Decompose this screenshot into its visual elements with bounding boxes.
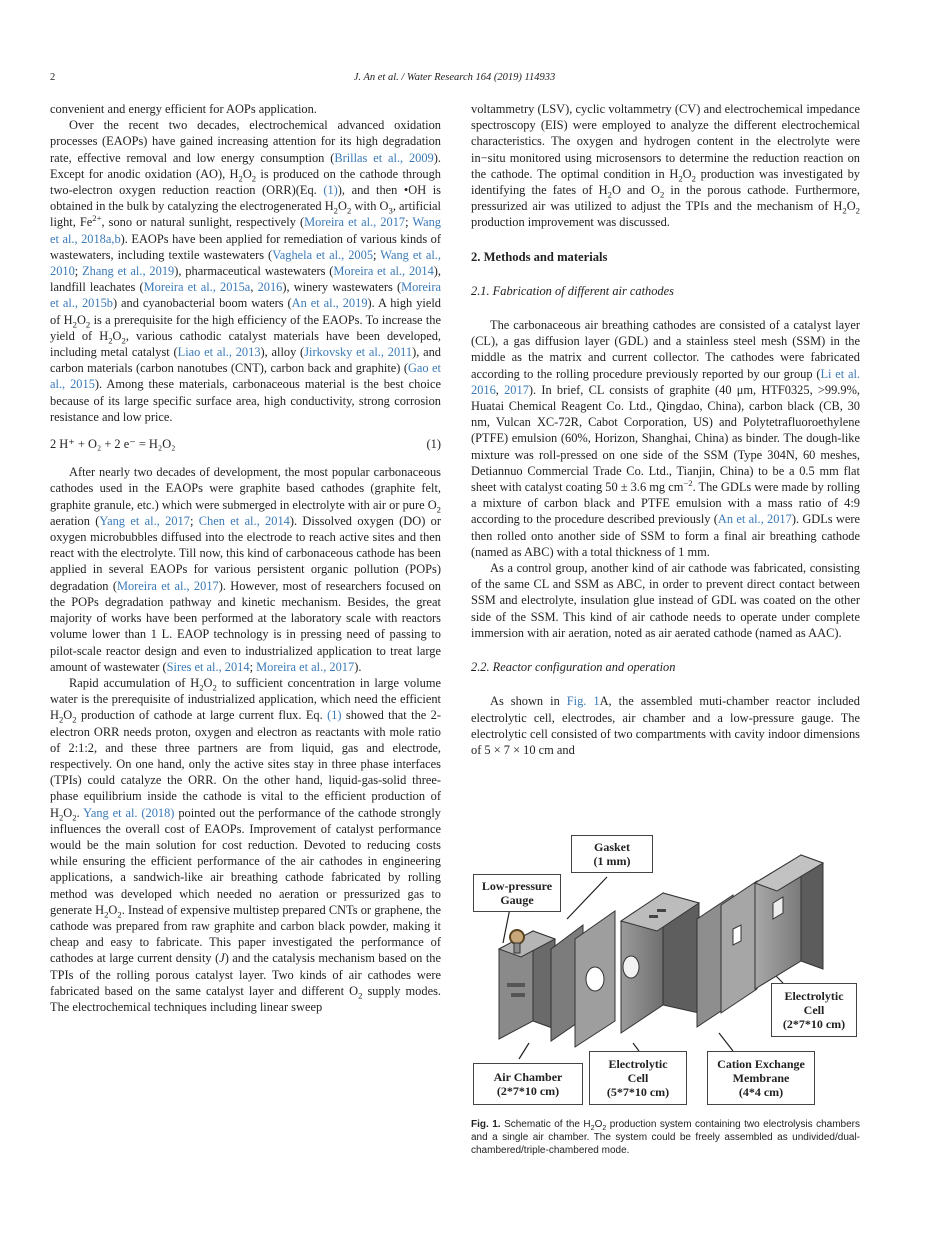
citation-link[interactable]: Vaghela et al., 2005 xyxy=(272,247,374,262)
citation-link[interactable]: Yang et al., 2017 xyxy=(99,513,190,528)
label-air-chamber: Air Chamber (2*7*10 cm) xyxy=(473,1063,583,1105)
label-gasket: Gasket (1 mm) xyxy=(571,835,653,873)
citation-link[interactable]: Sires et al., 2014 xyxy=(166,659,250,674)
section-heading: 2. Methods and materials xyxy=(471,249,608,264)
citation-link[interactable]: Zhang et al., 2019 xyxy=(82,264,175,279)
label-electrolytic-cell-middle: Electrolytic Cell (5*7*10 cm) xyxy=(589,1051,687,1105)
equation-link[interactable]: (1) xyxy=(327,708,342,723)
journal-citation: J. An et al. / Water Research 164 (2019) 114933 xyxy=(353,72,556,83)
citation-link[interactable]: Gao et al., 2015 xyxy=(50,361,441,392)
citation-link[interactable]: Moreira et al., 2017 xyxy=(116,578,219,593)
citation-link[interactable]: Wang et al., 2018a,b xyxy=(50,215,441,246)
label-cation-exchange-membrane: Cation Exchange Membrane (4*4 cm) xyxy=(707,1051,815,1105)
air-chamber-block xyxy=(499,931,555,1039)
citation-link[interactable]: 2016 xyxy=(257,280,283,295)
membrane-plate xyxy=(721,881,757,1013)
paragraph: As a control group, another kind of air cathode was fabricated, consisting of the same CL and SSM as ABC, in order to prevent direct contact between SSM and electrolyte, insulation glue instead of GDL was coated on the other side of the SSM. This kind of air cathode needs to operate under complete immersion with air aeration, noted as air aerated cathode (named as AAC). xyxy=(471,561,860,640)
paragraph: voltammetry (LSV), cyclic voltammetry (CV) and electrochemical impedance spectroscopy (EIS) were employed to analyze the different electrochemical characteristics. The oxygen and hydrogen content in the electrolyte were in−situ monitored using microsensors to determine the reduction reaction on the cathode. The optimal condition in $H_2O_2$ production was investigated by identifying the fates of $H_2O$ and $O_2$ in the porous cathode. Furthermore, pressurized air was utilized to adjust the TPIs and the mechanism of $H_2O_2$ production improvement was discussed. xyxy=(471,102,861,230)
paragraph: Over the recent two decades, electrochemical advanced oxidation processes (EAOPs) have gained increasing attention for its high degradation rate, effective removal and low energy consumption (Brillas et al., 2009). Except for anodic oxidation (AO), $H_2O_2$ is produced on the cathode through two-electron oxygen reduction reaction (ORR)(Eq. (1)), and then •OH is obtained in the bulk by catalyzing the electrogenerated $H_2O_2$ with $O_3$, artificial light, $Fe^{2+}$, sono or natural sunlight, respectively (Moreira et al., 2017; Wang et al., 2018a,b). EAOPs have been applied for remediation of various kinds of wastewaters, including textile wastewaters (Vaghela et al., 2005; Wang et al., 2010; Zhang et al., 2019), pharmaceutical wastewaters (Moreira et al., 2014), landfill leachates (Moreira et al., 2015a, 2016), winery wastewaters (Moreira et al., 2015b) and cyanobacterial boom waters (An et al., 2019). A high yield of $H_2O_2$ is a prerequisite for the high efficiency of the EAOPs. To increase the yield of $H_2O_2$, various cathodic catalyst materials have been developed, including metal catalyst (Liao et al., 2013), alloy (Jirkovsky et al., 2011), and carbon materials (carbon nanotubes (CNT), carbon back and graphite) (Gao et al., 2015). Among these materials, carbonaceous material is the best choice because of its large specific surface area, high conductivity, strong corrosion resistance and low price. xyxy=(50,118,442,424)
citation-link[interactable]: Chen et al., 2014 xyxy=(198,513,290,528)
citation-link[interactable]: Moreira et al., 2014 xyxy=(333,264,434,279)
equation-link[interactable]: (1) xyxy=(323,183,338,198)
paragraph: After nearly two decades of development, the most popular carbonaceous cathodes used in the EAOPs were graphite based cathodes (graphite felt, graphite granule, etc.) which were submerged in electrolyte with air or pure $O_2$ aeration (Yang et al., 2017; Chen et al., 2014). Dissolved oxygen (DO) or oxygen microbubbles diffused into the electrode to reach active sites and then react with the electrolyte. Till now, this kind of carbonaceous cathode has been applied in several EAOPs for various persistent organic pollution (POPs) degradation (Moreira et al., 2017). However, most of researchers focused on the POPs degradation pathway and kinetic mechanism. Besides, the great majority of works have been performed at the laboratory scale with reactors volume lower than 1 L. EAOP technology is in pressing need of passing to pilot-scale reactor design and even to industrialized application to treat large amount of wastewater (Sires et al., 2014; Moreira et al., 2017). xyxy=(50,465,442,674)
right-column xyxy=(471,101,860,758)
citation-link[interactable]: Li et al. 2016 xyxy=(471,366,860,397)
citation-link[interactable]: An et al., 2019 xyxy=(291,296,368,311)
running-header xyxy=(50,72,859,88)
label-electrolytic-cell-right: Electrolytic Cell (2*7*10 cm) xyxy=(771,983,857,1037)
electrolytic-cell-middle xyxy=(621,893,699,1033)
citation-link[interactable]: Moreira et al., 2015a xyxy=(143,280,251,295)
equation-1 xyxy=(50,436,441,452)
citation-link[interactable]: Wang et al., 2010 xyxy=(50,247,441,279)
left-column xyxy=(50,101,441,1015)
subsection-heading: 2.2. Reactor configuration and operation xyxy=(471,660,676,675)
citation-link[interactable]: Yang et al. (2018) xyxy=(83,805,175,820)
citation-link[interactable]: Moreira et al., 2017 xyxy=(304,215,406,230)
page-number: 2 xyxy=(50,72,56,83)
figure-link[interactable]: Fig. 1 xyxy=(566,694,600,709)
citation-link[interactable]: Jirkovsky et al., 2011 xyxy=(304,345,413,360)
label-low-pressure-gauge: Low-pressure Gauge xyxy=(473,874,561,912)
citation-link[interactable]: Moreira et al., 2017 xyxy=(256,659,355,674)
electrolytic-cell-right xyxy=(755,855,823,989)
citation-link[interactable]: 2017 xyxy=(504,382,529,397)
figure-1 xyxy=(471,833,860,1109)
paragraph: convenient and energy efficient for AOPs application. xyxy=(50,102,317,116)
citation-link[interactable]: Brillas et al., 2009 xyxy=(334,150,434,165)
equation-number: (1) xyxy=(426,437,441,452)
equation-body: 2 H⁺ + O₂ + 2 e⁻ = H₂O₂ xyxy=(50,437,176,452)
figure-caption: Fig. 1. Schematic of the $H_2O_2$ production system containing two electrolysis chambers and a single air chamber. The system could be freely assembled as undivided/dual-chambered/triple-chambered mode. xyxy=(471,1119,860,1156)
subsection-heading: 2.1. Fabrication of different air cathodes xyxy=(471,283,674,298)
citation-link[interactable]: Moreira et al., 2015b xyxy=(50,280,442,311)
citation-link[interactable]: Liao et al., 2013 xyxy=(177,345,261,360)
paragraph: As shown in Fig. 1A, the assembled muti-chamber reactor included electrolytic cell, electrodes, air chamber and a low-pressure gauge. The electrolytic cell consisted of two compartments with cavity indoor dimensions of 5 × 7 × 10 cm and xyxy=(471,694,860,757)
paragraph: Rapid accumulation of $H_2O_2$ to sufficient concentration in large volume water is the prerequisite of industrialized application, which need the efficient $H_2O_2$ production of cathode at large current flux. Eq. (1) showed that the 2-electron ORR needs proton, oxygen and electron as reactants with mole ratio of 2:1:2, and these three partners are from liquid, gas and electrode, respectively. On one hand, only the active sites stay in three phase interfaces (TPIs) could catalyze the ORR. On the other hand, liquid-gas-solid three-phase equilibrium inside the cathode is vital to the efficient production of $H_2O_2$. Yang et al. (2018) pointed out the performance of the cathode strongly influences the overall cost of EAOPs. Improvement of catalyst performance would be the main solution for cost reduction. Devoted to reducing costs while ensuring the efficient performance of the air cathodes in engineering applications, a sandwich-like air breathing cathode fabricated by rolling method was developed which needed no aeration or pressurized gas to generate $H_2O_2$. Instead of expensive multistep prepared CNTs or graphene, the cathode was prepared from raw graphite and carbon black powder, making it cheap and easy to fabricate. This paper investigated the performance of cathodes at large current density (J) and the catalysis mechanism based on the TPIs of the rolling porous catalyst layer. Two kinds of air cathodes were fabricated based on the same catalyst layer and different $O_2$ supply modes. The electrochemical techniques including linear sweep xyxy=(50,675,442,1014)
paragraph: The carbonaceous air breathing cathodes are consisted of a catalyst layer (CL), a gas diffusion layer (GDL) and a stainless steel mesh (SSM) in the middle as the matrix and current collector. The cathodes were fabricated according to the rolling procedure previously reported by our group (Li et al. 2016, 2017). In brief, CL consists of graphite (40 μm, HTF0325, >99.9%, Huatai Chemical Reagent Co. Ltd., Qingdao, China), carbon black (CB, 30 nm, Vulcan XC-72R, Cabot Corporation, US) and Polytetrafluoroethylene (PTFE) emulsion (60%, Horizon, Shanghai, China) as binder. The dough-like mixture was roll-pressed on one side of the SSM (Type 304N, 60 meshes, Detiannuo Commercial Trade Co. Ltd., Tianjin, China) to be a 0.5 mm flat sheet with catalyst coating 50 ± 3.6 mg $cm^{-2}$. The GDLs were made by rolling a mixture of carbon black and PTFE emulsion with a mass ratio of 4:9 according to the procedure described previously (An et al., 2017). GDLs were then rolled onto another side of SSM to form a final air breathing cathode (named as ABC) with a total thickness of 1 mm. xyxy=(471,318,861,559)
citation-link[interactable]: An et al., 2017 xyxy=(717,512,792,527)
